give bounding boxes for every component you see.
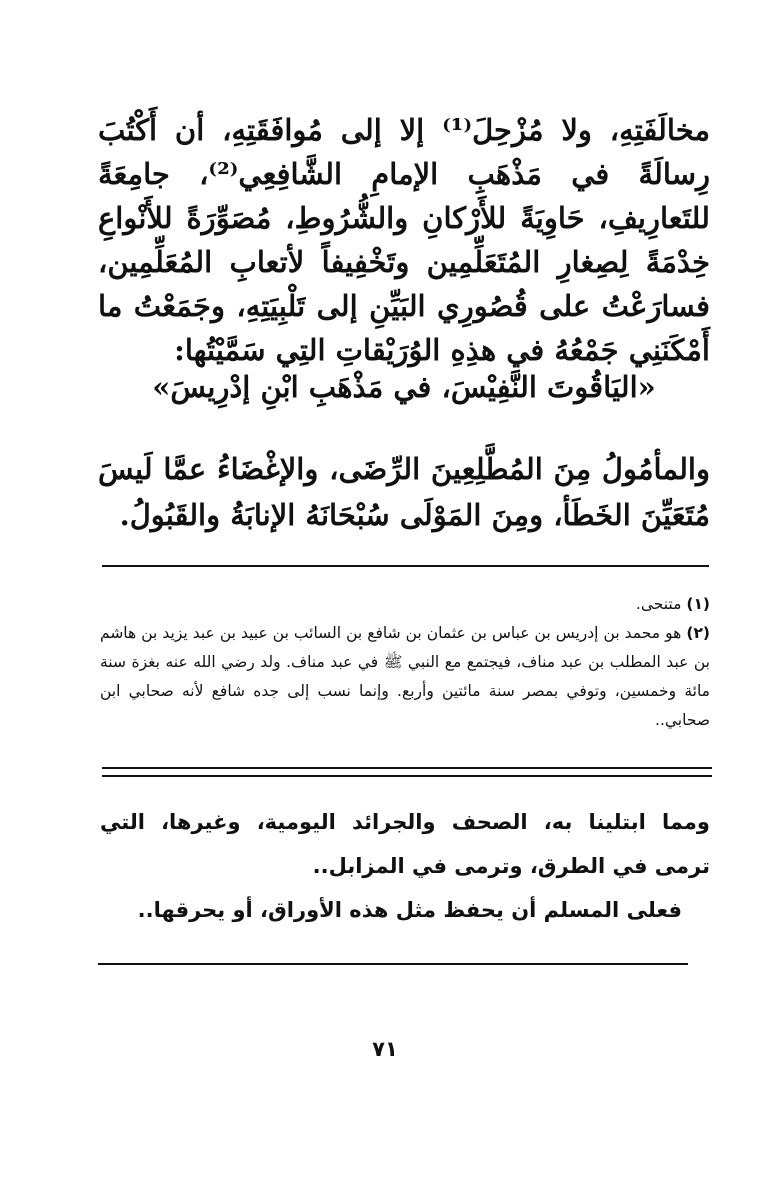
note-line-1: ومما ابتلينا به، الصحف والجرائد اليومية، وغيرها، التي ترمى في الطرق، وترمى في المزابل..	[100, 810, 710, 878]
footnotes	[100, 590, 710, 735]
note-bottom-rule	[98, 963, 688, 965]
footnote-text: هو محمد بن إدريس بن عباس بن عثمان بن شافع بن السائب بن عبيد بن عبد يزيد بن هاشم بن عبد المطلب بن عبد مناف، فيجتمع مع النبي ﷺ في عبد مناف. ولد رضي الله عنه بغزة سنة مائة وخمسين، وتوفي بمصر سنة مائتين وأربع. وإنما نسب إلى جده شافع لأنه صحابي ابن صحابي..	[100, 624, 710, 729]
footnote-2	[100, 619, 710, 735]
footnote-number: (٢)	[686, 624, 710, 642]
page-number: ٧١	[372, 1037, 398, 1061]
footnote-separator	[102, 565, 709, 567]
footnote-number: (١)	[686, 595, 710, 613]
footnote-text: متنحى.	[635, 595, 682, 613]
note-line-2: فعلى المسلم أن يحفظ مثل هذه الأوراق، أو يحرقها..	[137, 898, 682, 922]
closing-paragraph	[98, 446, 710, 538]
double-rule-bottom-line	[102, 775, 712, 777]
paragraph-closing: والمأمُولُ مِنَ المُطَّلِعِينَ الرِّضَى، والإغْضَاءُ عمَّا لَيسَ مُتَعَيِّنَ الخَطَأ، ومِنَ المَوْلَى سُبْحَانَهُ الإنابَةُ والقَبُولُ.	[98, 452, 710, 532]
book-title: «اليَاقُوتَ النَّفِيْسَ، في مَذْهَبِ ابْنِ إدْرِيسَ»	[152, 370, 656, 404]
main-paragraph	[98, 108, 710, 372]
publisher-note	[100, 800, 710, 932]
footnote-1	[100, 590, 710, 619]
paragraph-intro: مخالَفَتِهِ، ولا مُزْحِلَ⁽¹⁾ إلا إلى مُوافَقَتِهِ، أن أَكْتُبَ رِسالَةً في مَذْهَبِ الإمامِ الشَّافِعِي⁽²⁾، جامِعَةً للتَعارِيفِ، حَاوِيَةً للأَرْكانِ والشُّرُوطِ، مُصَوِّرَةً للأَنْواعِ خِدْمَةً لِصِغارِ المُتَعَلِّمِين وتَخْفِيفاً لأتعابِ المُعَلِّمِين، فسارَعْتُ على قُصُورِي البَيِّنِ إلى تَلْبِيَتِهِ، وجَمَعْتُ ما أَمْكَنَنِي جَمْعُهُ في هذِهِ الوُرَيْقاتِ التِي سَمَّيْتُها:	[98, 113, 710, 367]
double-rule-top-line	[102, 767, 712, 769]
